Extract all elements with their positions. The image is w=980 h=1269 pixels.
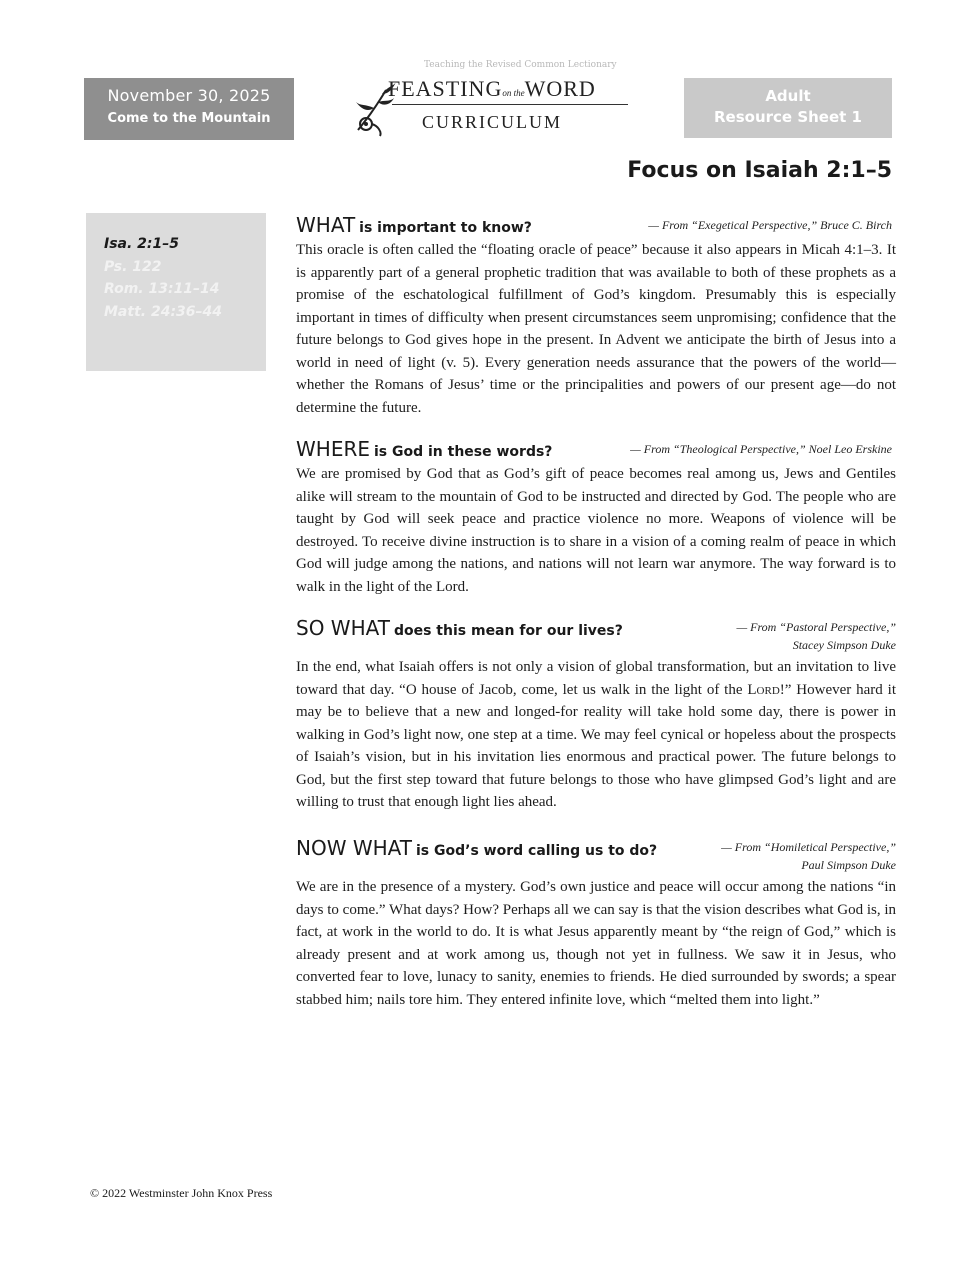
section-heading: WHERE is God in these words? — From “Theological Perspective,” Noel Leo Erskine	[296, 437, 892, 461]
section-body: We are promised by God that as God’s gift of peace becomes real among us, Jews and Gentiles alike will stream to the mountain of God to be instructed and directed by God. The people who are taught by God will seek peace and practice violence no more. Weapons of violence will be destroyed. To receive divine instruction is to share in a vision of a coming realm of peace in which God will judge among the nations, and nations will not learn war anymore. The way forward is to walk in the light of the Lord.	[296, 466, 896, 595]
section-source: — From “Homiletical Perspective,” Paul Simpson Duke	[721, 840, 896, 872]
logo-rule	[392, 104, 628, 105]
section-where	[296, 437, 896, 598]
section-heading: SO WHAT does this mean for our lives?	[296, 616, 623, 640]
audience-label: Adult	[765, 87, 811, 105]
audience-box	[684, 78, 892, 138]
scripture-sidebar	[86, 213, 266, 371]
section-body: We are in the presence of a mystery. God’s own justice and peace will occur among the nations “in days to come.” What days? How? Perhaps all we can say is that the vision describes what God is, in fact, at work in the world to do. It is what Jesus apparently meant by “the reign of God,” which is already present and at work among us, though not yet in fullness. We saw it in Jesus, who converted fear to love, lunacy to sanity, enemies to friends. He died surrounded by swords; a spear stabbed him; nails tore him. They entered infinite love, which “melted them into light.”	[296, 879, 896, 1008]
section-heading: WHAT is important to know? — From “Exegetical Perspective,” Bruce C. Birch	[296, 213, 892, 237]
section-source: — From “Exegetical Perspective,” Bruce C. Birch	[648, 218, 892, 232]
scripture-ref: Matt. 24:36–44	[104, 303, 223, 320]
section-what	[296, 213, 896, 419]
logo-curriculum: CURRICULUM	[422, 112, 563, 132]
logo-wordmark: FEASTINGon theWORD	[388, 76, 596, 101]
section-body: This oracle is often called the “floating oracle of peace” because it also appears in Micah 4:1–3. It is apparently part of a general prophetic tradition that was available to both of these prophets as a promise of the eschatological fulfillment of God’s kingdom. Presumably this is especially important in times of difficulty when present circumstances seem unpromising; confidence that the future belongs to God gives hope in the present. In Advent we anticipate the birth of Jesus into a world in need of light (v. 5). Every generation needs assurance that the powers of the world—whether the Romans of Jesus’ time or the principalities and powers of our present age—do not determine the future.	[296, 242, 896, 416]
section-so-what	[296, 616, 896, 814]
scripture-ref: Rom. 13:11–14	[104, 281, 220, 297]
focus-title: Focus on Isaiah 2:1–5	[627, 158, 892, 183]
scripture-ref: Isa. 2:1–5	[104, 236, 180, 252]
feasting-logo	[352, 60, 634, 142]
date-box	[84, 78, 294, 140]
session-title: Come to the Mountain	[107, 111, 271, 126]
section-source: — From “Pastoral Perspective,” Stacey Simpson Duke	[736, 620, 896, 652]
scripture-ref: Ps. 122	[104, 258, 162, 275]
copyright-footer: © 2022 Westminster John Knox Press	[90, 1186, 273, 1200]
section-now-what	[296, 836, 896, 1011]
session-date: November 30, 2025	[107, 86, 271, 105]
section-heading: NOW WHAT is God’s word calling us to do?	[296, 836, 658, 860]
logo-tagline: Teaching the Revised Common Lectionary	[424, 60, 617, 70]
section-source: — From “Theological Perspective,” Noel Leo Erskine	[630, 442, 892, 456]
resource-label: Resource Sheet 1	[714, 108, 862, 126]
section-body: In the end, what Isaiah offers is not only a vision of global transformation, but an invitation to live toward that day. “O house of Jacob, come, let us walk in the light of the Lord!” However hard it may be to believe that a new and longed-for reality will take hold some day, there is power in walking in God’s light now, one step at a time. We may feel cynical or hopeless about the prospects of Isaiah’s vision, but in his invitation lies enormous and practical power. The future belongs to God, but the first step toward that future belongs to those who have glimpsed God’s light and are willing to trust that enough light lies ahead.	[296, 659, 897, 810]
